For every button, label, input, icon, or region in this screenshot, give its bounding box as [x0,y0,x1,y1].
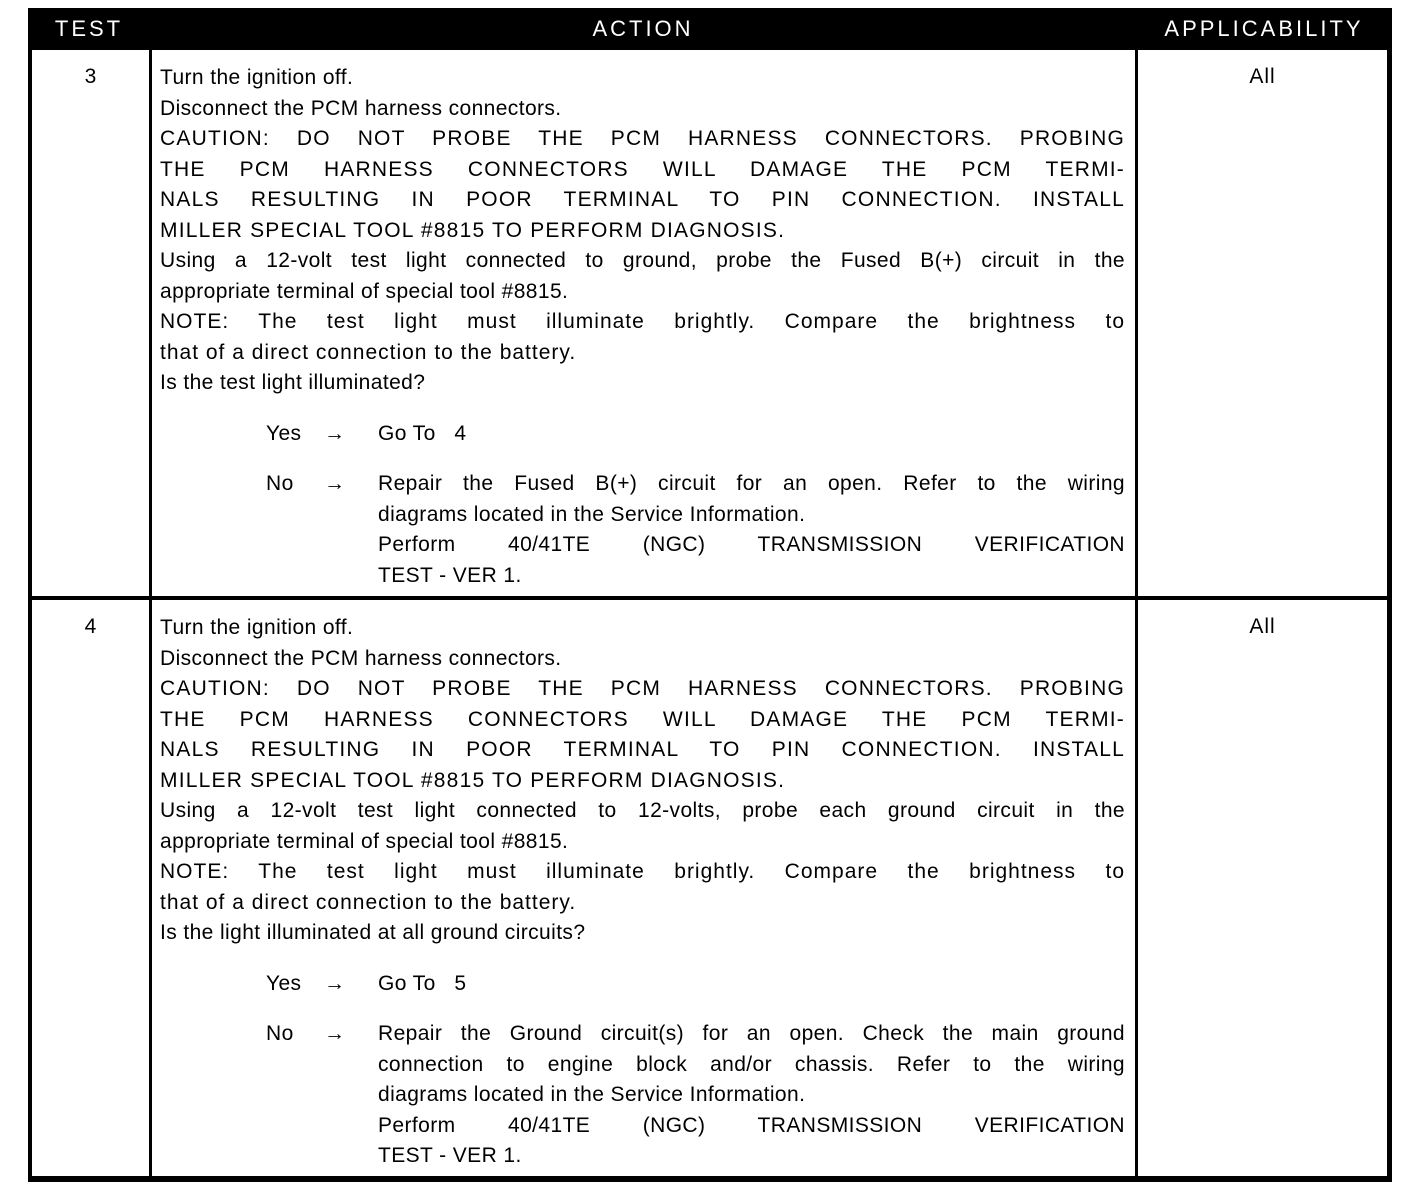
caution-line: MILLER SPECIAL TOOL #8815 TO PERFORM DIAGNOSIS. [160,218,786,242]
step-line: Disconnect the PCM harness connectors. [160,96,562,120]
step-line: Turn the ignition off. [160,66,354,89]
applicability-3: All [1138,50,1387,596]
caution-line: CAUTION: DO NOT PROBE THE PCM HARNESS CONNECTORS. PROBING [160,127,1125,150]
yes-result: Go To 4 [378,421,467,445]
question-line: Is the test light illuminated? [160,371,426,394]
yes-result: Go To 5 [378,971,467,995]
arrow-right-icon: → [324,971,346,995]
yes-label: Yes [266,971,302,995]
test-number-3: 3 [32,50,149,596]
arrow-right-icon: → [324,1022,346,1045]
step-line: Using a 12-volt test light connected to 12-volts, probe each ground circuit in the [160,799,1125,822]
test-number-4: 4 [32,600,149,1176]
no-result [378,469,1125,591]
yes-label: Yes [266,421,302,445]
caution-line: NALS RESULTING IN POOR TERMINAL TO PIN CONNECTION. INSTALL [160,738,1125,761]
header-test: TEST [54,16,124,41]
no-result-line: connection to engine block and/or chassis. Refer to the wiring [378,1052,1125,1076]
question-line: Is the light illuminated at all ground circuits? [160,921,586,944]
header-applicability: APPLICABILITY [1164,16,1364,41]
no-result-line: Perform 40/41TE (NGC) TRANSMISSION VERIFICATION [378,1113,1125,1137]
no-answer [266,1019,1125,1172]
step-line: appropriate terminal of special tool #8815. [160,279,569,303]
no-result-line: TEST - VER 1. [378,1144,522,1167]
arrow-right-icon: → [324,421,346,445]
no-result-line: TEST - VER 1. [378,563,522,587]
no-result-line: diagrams located in the Service Information. [378,502,806,526]
caution-line: MILLER SPECIAL TOOL #8815 TO PERFORM DIAGNOSIS. [160,768,786,792]
diagnostic-table [28,8,1392,1182]
header-action: ACTION [592,16,694,41]
no-label: No [266,472,294,495]
caution-line: CAUTION: DO NOT PROBE THE PCM HARNESS CONNECTORS. PROBING [160,677,1125,700]
note-line: NOTE: The test light must illuminate brightly. Compare the brightness to [160,860,1125,883]
action-cell-4 [152,600,1135,1176]
step-line: Using a 12-volt test light connected to ground, probe the Fused B(+) circuit in the [160,249,1125,272]
caution-line: THE PCM HARNESS CONNECTORS WILL DAMAGE THE PCM TERMI- [160,707,1125,731]
no-result [378,1019,1125,1172]
yes-answer [266,969,1125,1000]
note-line: NOTE: The test light must illuminate brightly. Compare the brightness to [160,310,1125,333]
caution-line: NALS RESULTING IN POOR TERMINAL TO PIN CONNECTION. INSTALL [160,188,1125,211]
note-line: that of a direct connection to the battery. [160,890,577,914]
step-line: Disconnect the PCM harness connectors. [160,646,562,670]
arrow-right-icon: → [324,472,346,495]
no-answer [266,469,1125,591]
action-cell-3 [152,50,1135,596]
step-line: appropriate terminal of special tool #8815. [160,829,569,853]
no-result-line: Perform 40/41TE (NGC) TRANSMISSION VERIFICATION [378,533,1125,556]
applicability-4: All [1138,600,1387,1176]
step-line: Turn the ignition off. [160,616,354,639]
no-result-line: Repair the Ground circuit(s) for an open. Check the main ground [378,1022,1125,1045]
no-result-line: diagrams located in the Service Information. [378,1083,806,1106]
note-line: that of a direct connection to the battery. [160,340,577,364]
no-label: No [266,1022,294,1045]
yes-answer [266,419,1125,450]
no-result-line: Repair the Fused B(+) circuit for an open. Refer to the wiring [378,472,1125,495]
caution-line: THE PCM HARNESS CONNECTORS WILL DAMAGE THE PCM TERMI- [160,157,1125,181]
